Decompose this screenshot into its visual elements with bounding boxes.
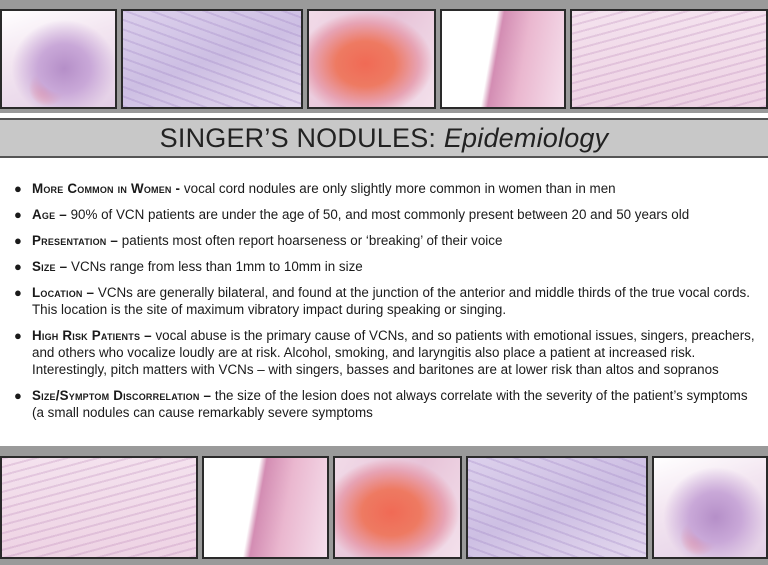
- bullet-icon: ●: [14, 285, 22, 300]
- top-image-strip: [0, 0, 768, 113]
- histology-image: [0, 9, 117, 109]
- title-subtitle: Epidemiology: [443, 123, 609, 153]
- list-item: [12, 387, 760, 421]
- list-item: [12, 258, 760, 275]
- bullet-term: More Common in Women -: [32, 181, 181, 196]
- bullet-term: High Risk Patients –: [32, 328, 152, 343]
- bullet-text: 90% of VCN patients are under the age of 50, and most commonly present between 20 and 50 years old: [66, 207, 690, 222]
- bullet-icon: ●: [14, 388, 22, 403]
- bullet-icon: ●: [14, 259, 22, 274]
- list-item: [12, 284, 760, 318]
- bullet-term: Location –: [32, 285, 95, 300]
- bullet-icon: ●: [14, 328, 22, 343]
- content-area: [12, 180, 760, 430]
- histology-image: [333, 456, 462, 559]
- histology-image: [440, 9, 566, 109]
- title-main: SINGER’S NODULES:: [159, 123, 444, 153]
- page-title: [0, 120, 768, 156]
- histology-image: [466, 456, 648, 559]
- bullet-text: vocal abuse is the primary cause of VCNs, and so patients with emotional issues, singers, preachers, and others who vocalize loudly are at risk. Alcohol, smoking, and laryngitis also place a patient at increased risk. Interestingly, pitch matters with VCNs – with singers, basses and baritones are at lower risk than altos and sopranos: [32, 328, 755, 377]
- bullet-term: Size/Symptom Discorrelation –: [32, 388, 212, 403]
- histology-image: [202, 456, 329, 559]
- bullet-text: VCNs range from less than 1mm to 10mm in size: [67, 259, 363, 274]
- list-item: [12, 232, 760, 249]
- list-item: [12, 327, 760, 378]
- histology-image: [0, 456, 198, 559]
- histology-image: [121, 9, 303, 109]
- bullet-text: vocal cord nodules are only slightly more common in women than in men: [180, 181, 616, 196]
- bullet-icon: ●: [14, 181, 22, 196]
- bullet-term: Size –: [32, 259, 68, 274]
- bullet-text: patients most often report hoarseness or ‘breaking’ of their voice: [118, 233, 503, 248]
- bullet-term: Age –: [32, 207, 67, 222]
- histology-image: [307, 9, 436, 109]
- bullet-icon: ●: [14, 207, 22, 222]
- bullet-list: [12, 180, 760, 421]
- bullet-term: Presentation –: [32, 233, 119, 248]
- bullet-text: the size of the lesion does not always correlate with the severity of the patient’s symptoms (a small nodules can cause remarkably severe symptoms: [32, 388, 748, 420]
- bullet-text: VCNs are generally bilateral, and found at the junction of the anterior and middle thirds of the true vocal cords. This location is the site of maximum vibratory impact during speaking or singing.: [32, 285, 750, 317]
- list-item: [12, 206, 760, 223]
- histology-image: [570, 9, 768, 109]
- histology-image: [652, 456, 768, 559]
- bullet-icon: ●: [14, 233, 22, 248]
- list-item: [12, 180, 760, 197]
- bottom-image-strip: [0, 446, 768, 565]
- title-bar: [0, 118, 768, 158]
